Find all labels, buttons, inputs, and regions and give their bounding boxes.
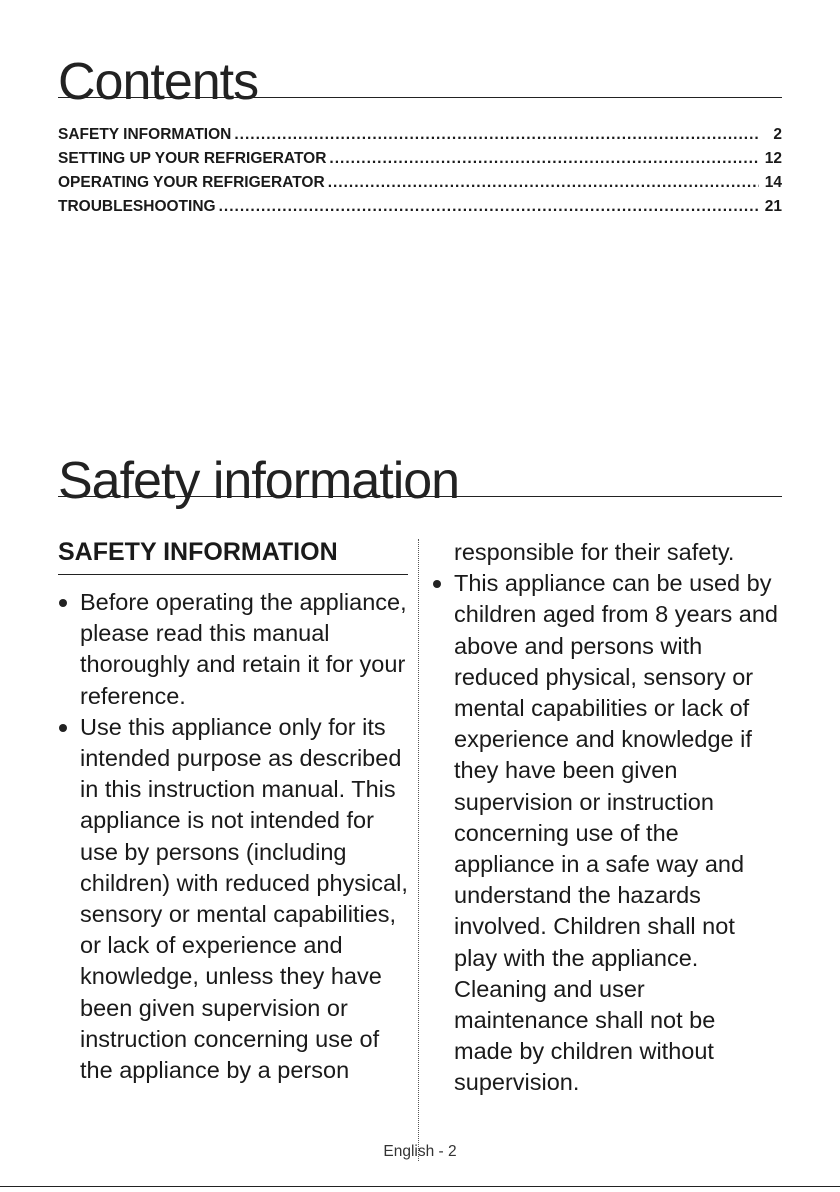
toc-entry-page: 12 bbox=[764, 150, 782, 167]
toc-entry[interactable] bbox=[58, 198, 782, 222]
right-column bbox=[432, 537, 780, 1099]
table-of-contents bbox=[58, 126, 782, 222]
section-heading: SAFETY INFORMATION bbox=[58, 537, 408, 575]
toc-leader-dots bbox=[328, 174, 759, 192]
toc-leader-dots bbox=[329, 150, 759, 168]
toc-entry-label: SETTING UP YOUR REFRIGERATOR bbox=[58, 150, 327, 167]
toc-entry[interactable] bbox=[58, 174, 782, 198]
toc-entry-label: OPERATING YOUR REFRIGERATOR bbox=[58, 174, 325, 191]
bullet-item: This appliance can be used by children aged from 8 years and above and persons with reduced physical, sensory or mental capabilities or lack of experience and knowledge if they have been given supervision or instruction concerning use of the appliance in a safe way and understand the hazards involved. Children shall not play with the appliance. Cleaning and user maintenance shall not be made by children without supervision. bbox=[432, 568, 780, 1098]
left-column bbox=[58, 537, 410, 1086]
bottom-rule bbox=[0, 1186, 840, 1187]
toc-entry-page: 21 bbox=[764, 198, 782, 215]
contents-title: Contents bbox=[58, 53, 259, 111]
column-divider bbox=[418, 539, 419, 1161]
contents-rule bbox=[58, 97, 782, 98]
bullet-continuation: responsible for their safety. bbox=[454, 539, 735, 565]
safety-rule bbox=[58, 496, 782, 497]
safety-title: Safety information bbox=[58, 452, 460, 510]
toc-entry-label: SAFETY INFORMATION bbox=[58, 126, 232, 143]
toc-entry-page: 2 bbox=[773, 126, 782, 143]
toc-entry-label: TROUBLESHOOTING bbox=[58, 198, 216, 215]
toc-leader-dots bbox=[219, 198, 759, 216]
toc-entry[interactable] bbox=[58, 126, 782, 150]
toc-leader-dots bbox=[234, 126, 759, 144]
bullet-item: Before operating the appliance, please read this manual thoroughly and retain it for your reference. bbox=[58, 587, 410, 712]
page-footer: English - 2 bbox=[383, 1143, 457, 1160]
bullet-item: Use this appliance only for its intended purpose as described in this instruction manual. This appliance is not intended for use by persons (including children) with reduced physical, sensory or mental capabilities, or lack of experience and knowledge, unless they have been given supervision or instruction concerning use of the appliance by a person bbox=[58, 712, 410, 1086]
toc-entry[interactable] bbox=[58, 150, 782, 174]
toc-entry-page: 14 bbox=[764, 174, 782, 191]
